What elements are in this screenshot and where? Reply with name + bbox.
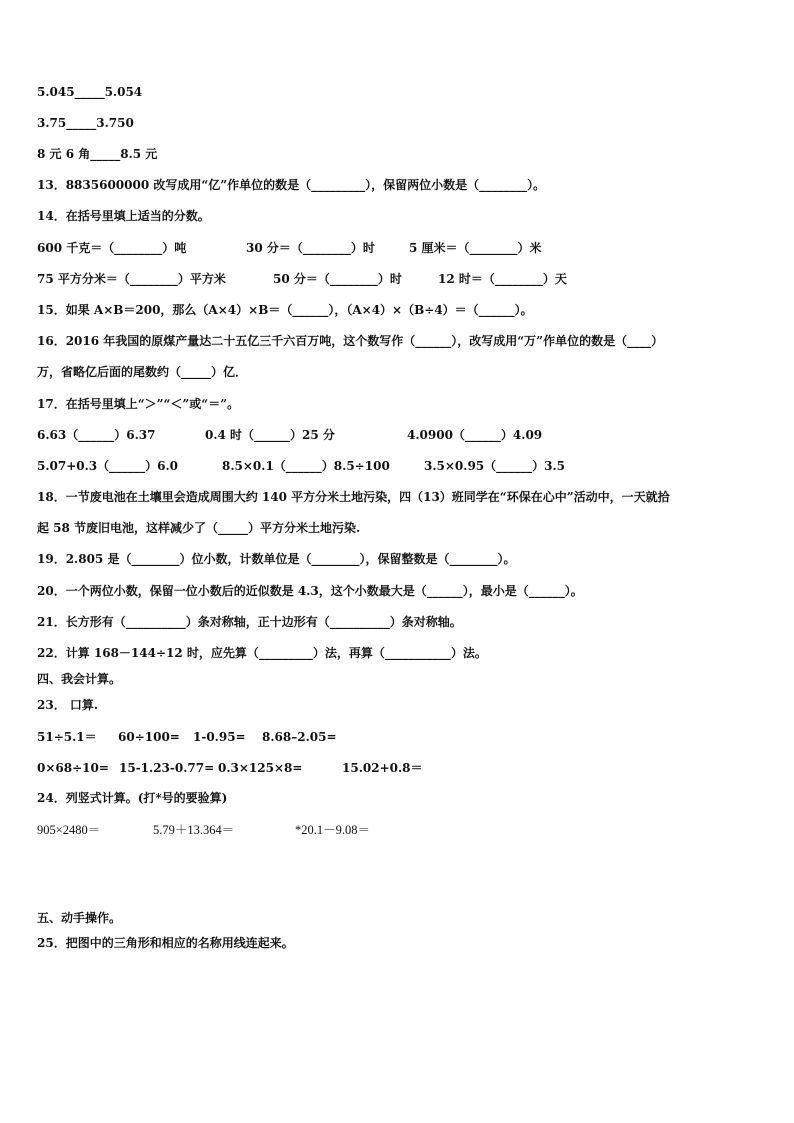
question-23: 23． 口算.: [37, 698, 99, 712]
question-16-cont: 万，省略亿后面的尾数约（_____）亿．: [37, 365, 248, 379]
question-24: 24．列竖式计算。(打*号的要验算): [37, 791, 228, 805]
q17-item-2: 0.4 时（______）25 分: [205, 428, 335, 442]
q14-item-5: 50 分＝（________）时: [273, 272, 402, 286]
q17-item-3: 4.0900（______）4.09: [407, 428, 543, 442]
q24-item-3: *20.1－9.08＝: [295, 823, 371, 837]
q23-item-5: 0×68÷10=: [37, 761, 109, 775]
q23-item-3: 1-0.95=: [193, 730, 246, 744]
section-5-heading: 五、动手操作。: [37, 911, 122, 925]
q23-item-2: 60÷100=: [118, 730, 180, 744]
section-4-heading: 四、我会计算。: [37, 672, 122, 686]
question-22: 22．计算 168－144÷12 时，应先算（_________）法，再算（___________）法。: [37, 646, 487, 660]
q17-item-5: 8.5×0.1（______）8.5÷100: [222, 459, 390, 473]
q17-item-1: 6.63（______）6.37: [37, 428, 156, 442]
question-14: 14．在括号里填上适当的分数。: [37, 209, 210, 223]
q14-item-6: 12 时＝（________）天: [438, 272, 567, 286]
q23-item-8: 15.02+0.8＝: [342, 761, 423, 775]
q14-item-1: 600 千克＝（________）吨: [37, 241, 187, 255]
q14-item-2: 30 分＝（________）时: [246, 241, 375, 255]
q17-item-6: 3.5×0.95（______）3.5: [424, 459, 566, 473]
q23-item-4: 8.68–2.05=: [262, 730, 337, 744]
question-15: 15．如果 A×B＝200，那么（A×4）×B＝（______），（A×4）×（B÷4）＝（______）。: [37, 303, 533, 317]
compare-line-1: 5.045_____5.054: [37, 85, 143, 99]
q23-item-6: 15-1.23-0.77=: [119, 761, 215, 775]
q23-item-7: 0.3×125×8=: [218, 761, 303, 775]
q24-item-2: 5.79＋13.364＝: [153, 823, 235, 837]
question-13: 13．8835600000 改写成用“亿”作单位的数是（_________），保留两位小数是（________）。: [37, 178, 546, 192]
q14-item-3: 5 厘米＝（________）米: [409, 241, 542, 255]
q17-item-4: 5.07+0.3（______）6.0: [37, 459, 179, 473]
compare-line-2: 3.75_____3.750: [37, 116, 134, 130]
q14-item-4: 75 平方分米＝（________）平方米: [37, 272, 226, 286]
q24-item-1: 905×2480＝: [37, 823, 101, 837]
question-19: 19．2.805 是（________）位小数，计数单位是（________），保留整数是（________）。: [37, 552, 516, 566]
question-20: 20．一个两位小数，保留一位小数后的近似数是 4.3，这个小数最大是（______），最小是（______）。: [37, 584, 583, 598]
question-18-cont: 起 58 节废旧电池，这样减少了（_____）平方分米土地污染.: [37, 521, 361, 535]
question-25: 25．把图中的三角形和相应的名称用线连起来。: [37, 936, 294, 950]
compare-line-3: 8 元 6 角_____8.5 元: [37, 147, 158, 161]
question-21: 21．长方形有（__________）条对称轴，正十边形有（__________）条对称轴。: [37, 615, 462, 629]
question-18: 18．一节废电池在土壤里会造成周围大约 140 平方分米土地污染，四（13）班同学在“环保在心中”活动中，一天就拾: [37, 490, 670, 504]
question-17: 17．在括号里填上“＞”“＜”或“＝”。: [37, 397, 240, 411]
question-16: 16．2016 年我国的原煤产量达二十五亿三千六百万吨，这个数写作（______），改写成用“万”作单位的数是（____）: [37, 334, 664, 348]
q23-item-1: 51÷5.1＝: [37, 730, 97, 744]
